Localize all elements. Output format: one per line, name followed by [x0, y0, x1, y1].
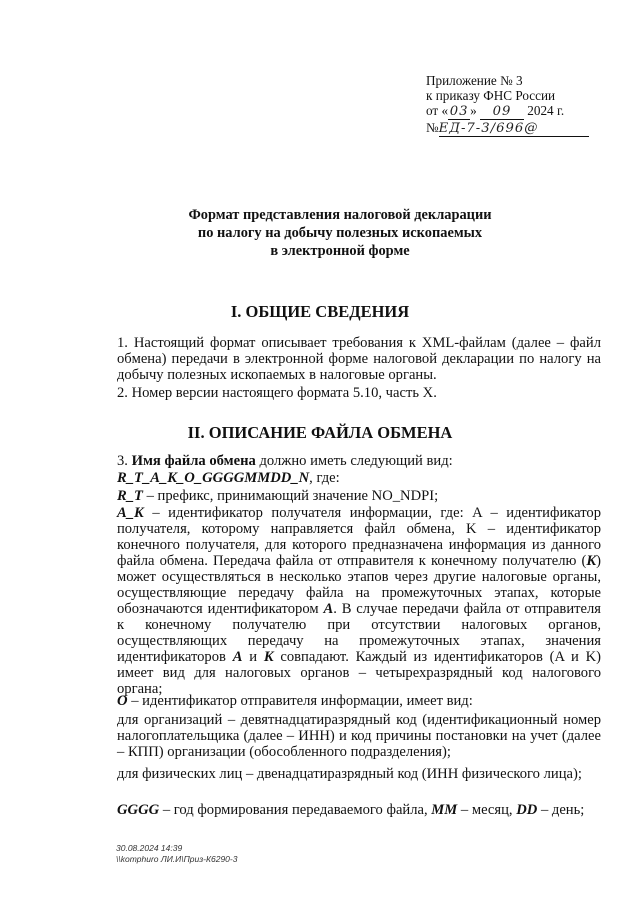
code-term: K: [263, 649, 274, 665]
code-term: GGGG: [117, 802, 160, 818]
date-fields-paragraph: [87, 802, 601, 818]
appendix-line: Приложение № 3: [426, 73, 523, 88]
print-path: \\komphuro ЛИ.И\Приз-К6290-3: [116, 854, 238, 864]
term-bold: Имя файла обмена: [131, 453, 256, 469]
appendix-order-line: к приказу ФНС России: [426, 88, 556, 103]
date-day: 03: [449, 104, 469, 119]
code-term: MM: [431, 802, 458, 818]
paragraph-3: [87, 453, 601, 469]
filename-pattern-line: [87, 470, 601, 486]
text-run: – год формирования передаваемого файла,: [159, 802, 432, 818]
date-month: 09: [480, 104, 524, 120]
text-run: – идентификатор отправителя информации, имеет вид:: [131, 693, 473, 709]
document-title: [0, 206, 640, 260]
paragraph-1: 1. Настоящий формат описывает требования к XML-файлам (далее – файл обмена) передачи в электронной форме налоговой декларации по налогу на добычу полезных ископаемых в налоговые органы.: [117, 335, 601, 383]
text-run: совпадают. Каждый из идентификаторов (A и K) имеет вид для налоговых органов – четырехразрядный код налогового органа;: [117, 649, 601, 697]
prefix-line: [87, 488, 601, 504]
order-number: ЕД-7-3/696@: [439, 121, 589, 137]
title-line: в электронной форме: [270, 243, 410, 259]
item-number: 3.: [117, 453, 128, 469]
ak-paragraph: [87, 505, 601, 697]
text-run: – месяц,: [457, 802, 517, 818]
code-term: DD: [516, 802, 538, 818]
code-term: A: [232, 649, 243, 665]
print-stamp: [116, 843, 237, 865]
title-line: по налогу на добычу полезных ископаемых: [197, 225, 483, 241]
text-run: – идентификатор получателя информации, где: A – идентификатор получателя, которому направляется файл обмена, K – идентификатор конечного получателя, для которого предназначена информация из данного файла обмена. Передача файла от отправителя к конечному получателю (: [117, 505, 601, 569]
text-run: – день;: [537, 802, 585, 818]
appendix-header: [426, 73, 616, 137]
individual-paragraph: для физических лиц – двенадцатиразрядный код (ИНН физического лица);: [117, 766, 582, 782]
paragraph-2: 2. Номер версии настоящего формата 5.10, часть X.: [117, 385, 437, 401]
o-line: [87, 693, 601, 709]
code-term: K: [586, 553, 597, 569]
text-run: – префикс, принимающий значение NO_NDPI;: [146, 488, 439, 504]
text-run: , где:: [309, 470, 340, 486]
code-term: A_K: [117, 505, 144, 521]
org-paragraph: для организаций – девятнадцатиразрядный код (идентификационный номер налогоплательщика (далее – ИНН) и код причины постановки на учет (далее – КПП) организации (обособленного подразделения);: [117, 712, 601, 760]
title-line: Формат представления налоговой декларации: [188, 207, 492, 223]
date-prefix: от «: [426, 103, 449, 118]
date-mid: »: [470, 103, 477, 118]
text-run: ) может осуществляться в несколько этапов через другие налоговые органы, осуществляющие передачу файла на промежуточных этапах, которые обозначаются идентификатором: [117, 553, 601, 617]
appendix-date-line: [426, 103, 616, 120]
text-run: должно иметь следующий вид:: [259, 453, 453, 469]
number-prefix: №: [426, 120, 439, 135]
print-timestamp: 30.08.2024 14:39: [116, 843, 183, 853]
code-term: R_T: [117, 488, 143, 504]
text-run: . В случае передачи файла от отправителя к конечному получателю при отсутствии налоговых органов, осуществляющих передачу на промежуточных этапах, значения идентификаторов: [117, 601, 601, 665]
section-heading: I. ОБЩИЕ СВЕДЕНИЯ: [230, 302, 410, 321]
code-term: A: [323, 601, 334, 617]
code-term: O: [117, 693, 128, 709]
section-heading: II. ОПИСАНИЕ ФАЙЛА ОБМЕНА: [187, 423, 453, 442]
filename-pattern: R_T_A_K_O_GGGGMMDD_N: [117, 470, 310, 486]
date-year: 2024 г.: [527, 103, 565, 118]
appendix-number-line: [426, 120, 616, 137]
text-run: и: [242, 649, 264, 665]
